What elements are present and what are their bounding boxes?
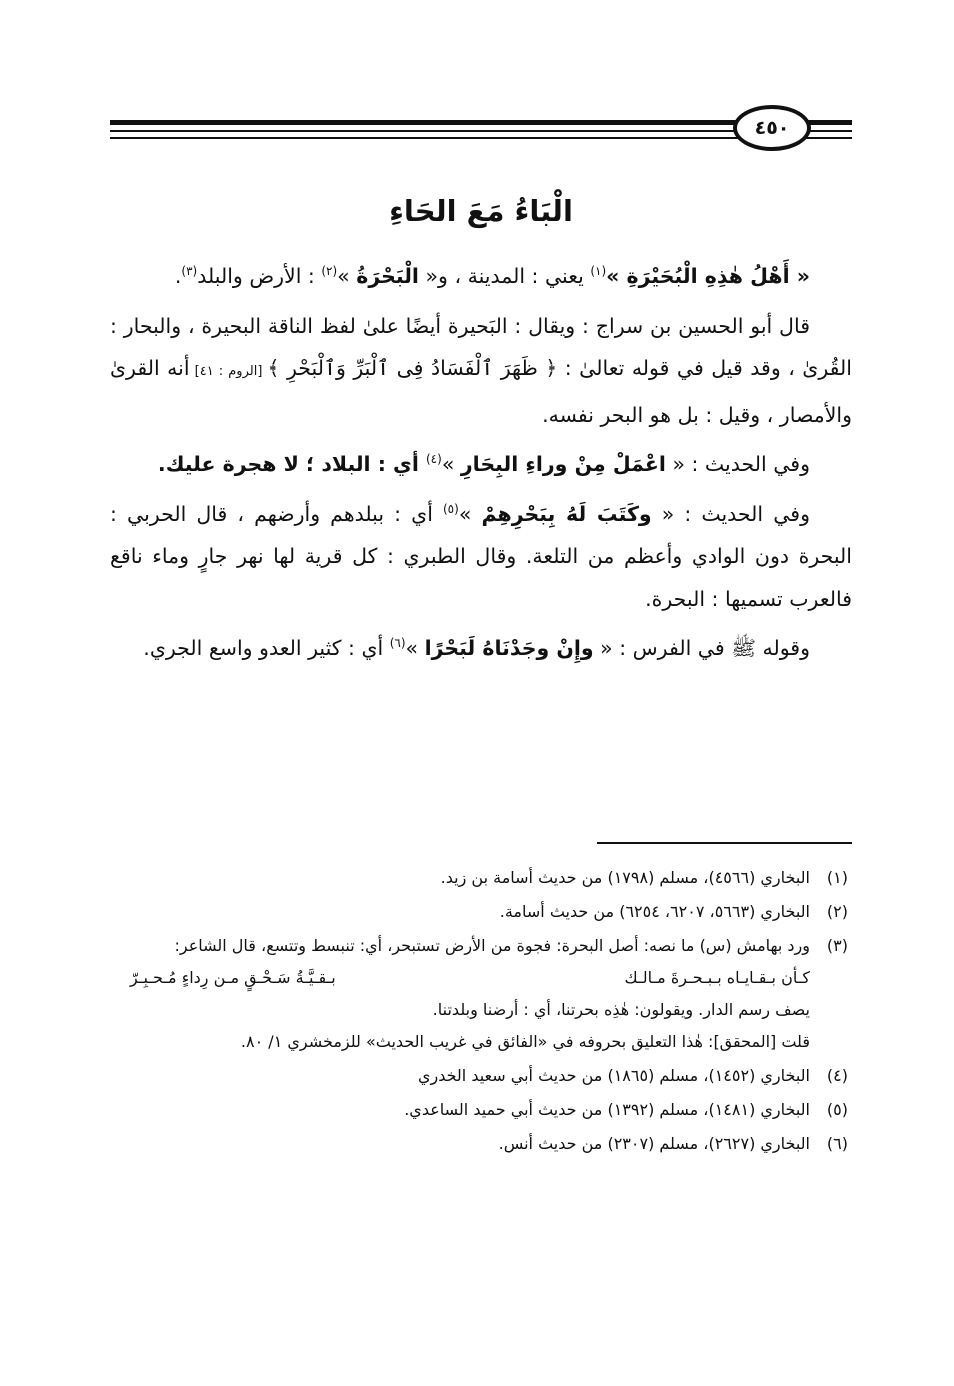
paragraph-text: . bbox=[174, 264, 182, 288]
quran-verse: ﴿ ظَهَرَ ٱلْفَسَادُ فِى ٱلْبَرِّ وَٱلْبَحْرِ ﴾ bbox=[267, 356, 558, 380]
paragraph-4 bbox=[110, 493, 852, 621]
page-number-badge bbox=[733, 105, 811, 151]
footnote-separator bbox=[597, 842, 852, 844]
footnote-4 bbox=[110, 1060, 852, 1092]
paragraph-text: : الأرض والبلد bbox=[197, 264, 322, 288]
page-number: ٤٥٠ bbox=[754, 116, 790, 139]
footnote-number: (٢) bbox=[826, 902, 848, 921]
paragraph-1 bbox=[110, 255, 852, 298]
chapter-title: الْبَاءُ مَعَ الحَاءِ bbox=[389, 194, 573, 228]
hadith-quote: وكَتَبَ لَهُ بِبَحْرِهِمْ bbox=[481, 501, 652, 526]
paragraph-text: أي : ببلدهم وأرضهم ، قال الحربي : البحرة دون الوادي وأعظم من التلعة. وقال الطبري : كل قرية لها نهر جارٍ وماء ناقع فالعرب تسميها : البحرة. bbox=[110, 501, 852, 611]
paragraph-text: يعني : المدينة ، و« bbox=[418, 264, 591, 288]
footnote-text: البخاري (٥٦٦٣، ٦٢٠٧، ٦٢٥٤) من حديث أسامة. bbox=[499, 902, 810, 921]
verse-reference: [الروم : ٤١] bbox=[189, 364, 268, 379]
poem-first-hemistich: كـأن بـقـايـاه بـبـحـرةَ مـالـك bbox=[624, 968, 810, 987]
footnote-1 bbox=[110, 862, 852, 894]
footnote-text: قلت [المحقق]: هٰذا التعليق بحروفه في «الفائق في غريب الحديث» للزمخشري ١/ ٨٠. bbox=[240, 1032, 810, 1051]
footnote-marker: (٣) bbox=[181, 264, 198, 279]
footnote-number: (١) bbox=[826, 868, 848, 887]
footnote-text: البخاري (١٤٥٢)، مسلم (١٨٦٥) من حديث أبي سعيد الخدري bbox=[417, 1066, 810, 1085]
footnote-number: (٤) bbox=[826, 1066, 848, 1085]
paragraph-text: وفي الحديث : « bbox=[665, 452, 810, 476]
hadith-quote: اعْمَلْ مِنْ وراءِ البِحَارِ bbox=[460, 452, 666, 476]
paragraph-2 bbox=[110, 305, 852, 437]
body-text bbox=[110, 255, 852, 677]
poem-second-hemistich: بـقـيَّـةُ سَـحْـقٍ مـن رِداءٍ مُـحـبِـرّ bbox=[130, 968, 336, 987]
footnote-text: يصف رسم الدار. ويقولون: هٰذِه بحرتنا، أي : أرضنا وبلدتنا. bbox=[432, 1000, 810, 1019]
paragraph-text: أي : كثير العدو واسع الجري. bbox=[143, 636, 390, 660]
footnote-number: (٣) bbox=[826, 936, 848, 955]
hadith-quote: وإِنْ وجَدْنَاهُ لَبَحْرًا bbox=[424, 636, 594, 660]
footnote-text: البخاري (٤٥٦٦)، مسلم (١٧٩٨) من حديث أسامة بن زيد. bbox=[440, 868, 810, 887]
footnote-marker: (١) bbox=[590, 264, 607, 279]
paragraph-text: وقوله ﷺ في الفرس : « bbox=[593, 636, 810, 660]
footnote-number: (٦) bbox=[826, 1134, 848, 1153]
footnote-text: البخاري (٢٦٢٧)، مسلم (٢٣٠٧) من حديث أنس. bbox=[498, 1134, 810, 1153]
footnote-5 bbox=[110, 1094, 852, 1126]
paragraph-text: أنه القرىٰ والأمصار ، وقيل : بل هو البحر نفسه. bbox=[110, 356, 852, 427]
footnote-marker: (٥) bbox=[442, 501, 459, 516]
paragraph-text: » bbox=[337, 264, 357, 288]
footnote-3 bbox=[110, 930, 852, 1058]
hadith-quote: الْبَحْرَةُ bbox=[356, 264, 419, 288]
paragraph-text: » bbox=[441, 452, 461, 476]
paragraph-text: » bbox=[405, 636, 425, 660]
footnote-marker: (٦) bbox=[389, 636, 406, 651]
footnote-text: البخاري (١٤٨١)، مسلم (١٣٩٢) من حديث أبي حميد الساعدي. bbox=[404, 1100, 810, 1119]
footnote-6 bbox=[110, 1128, 852, 1160]
footnote-text: ورد بهامش (س) ما نصه: أصل البحرة: فجوة من الأرض تستبحر، أي: تنبسط وتتسع، قال الشاعر: bbox=[174, 936, 810, 955]
footnotes bbox=[110, 862, 852, 1162]
paragraph-3 bbox=[110, 443, 852, 486]
paragraph-text: وفي الحديث : « bbox=[651, 501, 810, 526]
hadith-quote: « أَهْلُ هٰذِهِ الْبُحَيْرَةِ » bbox=[606, 264, 810, 288]
footnote-2 bbox=[110, 896, 852, 928]
paragraph-text: » bbox=[458, 501, 482, 526]
paragraph-text: قال أبو الحسين بن سراج : ويقال : البَحيرة أيضًا علىٰ لفظ الناقة البحيرة ، والبحار : القُرىٰ ، وقد قيل في قوله تعالىٰ : bbox=[110, 313, 852, 380]
footnote-marker: (٢) bbox=[321, 264, 338, 279]
footnote-number: (٥) bbox=[826, 1100, 848, 1119]
paragraph-5 bbox=[110, 627, 852, 670]
footnote-marker: (٤) bbox=[425, 452, 442, 467]
paragraph-text: أي : البلاد ؛ لا هجرة عليك. bbox=[157, 452, 426, 476]
poem-verse bbox=[110, 962, 810, 994]
